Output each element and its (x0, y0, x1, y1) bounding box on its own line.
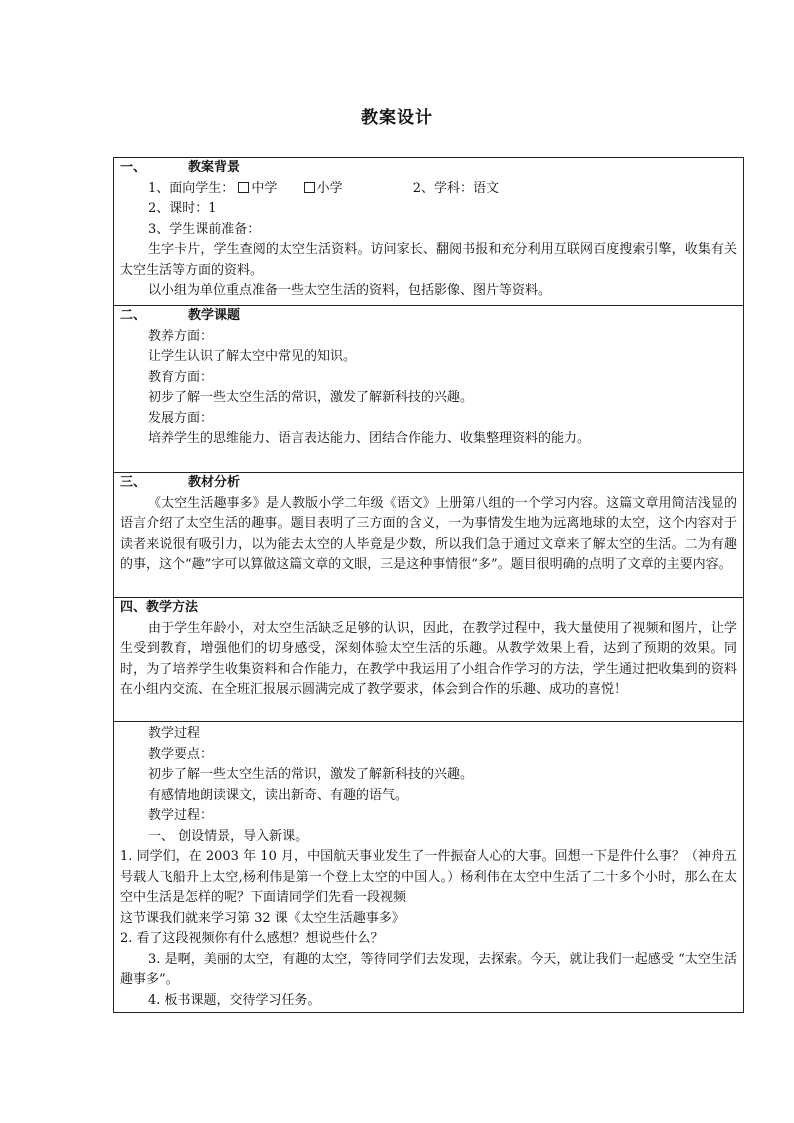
process-line: 一、 创设情景，导入新课。 (148, 828, 309, 844)
section-title: 教案背景 (188, 160, 241, 175)
topic-line: 初步了解一些太空生活的常识，激发了解新科技的兴趣。 (148, 390, 474, 405)
section-heading: 四、教学方法 (120, 600, 199, 615)
section-title: 教材分析 (188, 475, 241, 490)
section-title: 教学课题 (188, 308, 241, 323)
topic-line: 培养学生的思维能力、语言表达能力、团结合作能力、收集整理资料的能力。 (148, 431, 591, 446)
process-line: 教学过程： (148, 808, 214, 823)
process-line: 初步了解一些太空生活的常识，激发了解新科技的兴趣。 (148, 767, 474, 782)
process-line: 2. 看了这段视频你有什么感想？想说些什么？ (120, 931, 384, 946)
process-line: 教学过程 (148, 726, 201, 741)
process-line: 有感情地朗读课文，读出新奇、有趣的语气。 (148, 787, 409, 803)
process-paragraph: 1. 同学们，在 2003 年 10 月，中国航天事业发生了一件振奋人心的大事。回想一下是件什么事？（神舟五号载人飞船升上太空,杨利伟是第一个登上太空的中国人。）杨利伟在太空中生活了二十多个小时，那么在太空中生活是怎样的呢？下面请同学们先看一段视频 (120, 849, 737, 905)
student-prep-label: 3、学生课前准备： (148, 221, 261, 237)
target-label: 1、面向学生： (148, 180, 235, 196)
section-material-analysis (114, 473, 743, 598)
topic-line: 教育方面： (148, 369, 214, 385)
section-number: 一、 (120, 160, 147, 175)
lesson-plan-table (113, 157, 744, 1013)
prep-paragraph-1: 生字卡片，学生查阅的太空生活资料。访问家长、翻阅书报和充分利用互联网百度搜索引擎，收集有关太空生活等方面的资料。 (120, 242, 737, 278)
option-primary-school: 小学 (316, 180, 343, 196)
topic-line: 发展方面： (148, 410, 214, 426)
target-students-row (120, 179, 737, 200)
section-heading (120, 306, 737, 327)
section-teaching-method (114, 598, 743, 722)
section-heading (120, 473, 737, 494)
section-number: 二、 (120, 308, 147, 323)
process-paragraph: 3. 是啊，美丽的太空，有趣的太空，等待同学们去发现，去探索。今天，就让我们一起感受 “太空生活趣事多”。 (120, 951, 737, 987)
process-line: 4. 板书课题，交待学习任务。 (148, 992, 321, 1008)
process-line: 教学要点： (148, 746, 214, 762)
section-heading (120, 158, 737, 179)
process-line: 这节课我们就来学习第 32 课《太空生活趣事多》 (120, 910, 405, 926)
section-teaching-process (114, 722, 743, 1012)
section-number: 三、 (120, 475, 147, 490)
page-title: 教案设计 (361, 108, 433, 128)
analysis-paragraph: 《太空生活趣事多》是人教版小学二年级《语文》上册第八组的一个学习内容。这篇文章用简洁浅显的语言介绍了太空生活的趣事。题目表明了三方面的含义，一为事情发生地为远离地球的太空，这个内容对于读者来说很有吸引力，以为能去太空的人毕竟是少数，所以我们急于通过文章来了解太空的生活。二为有趣的事，这个“趣”字可以算做这篇文章的文眼，三是这种事情很“多”。题目很明确的点明了文章的主要内容。 (120, 495, 737, 572)
subject-label: 2、学科：语文 (412, 180, 500, 196)
section-topic (114, 306, 743, 473)
checkbox-middle-school[interactable] (238, 182, 249, 193)
option-middle-school: 中学 (251, 180, 278, 196)
prep-paragraph-2: 以小组为单位重点准备一些太空生活的资料，包括影像、图片等资料。 (148, 283, 552, 298)
topic-line: 教养方面： (148, 328, 214, 344)
topic-line: 让学生认识了解太空中常见的知识。 (148, 349, 357, 364)
checkbox-primary-school[interactable] (304, 182, 315, 193)
class-hours: 2、课时：1 (148, 201, 217, 216)
method-paragraph: 由于学生年龄小，对太空生活缺乏足够的认识，因此，在教学过程中，我大量使用了视频和图片，让学生受到教育，增强他们的切身感受，深刻体验太空生活的乐趣。从教学效果上看，达到了预期的效果。同时，为了培养学生收集资料和合作能力，在教学中我运用了小组合作学习的方法，学生通过把收集到的资料在小组内交流、在全班汇报展示圆满完成了教学要求，体会到合作的乐趣、成功的喜悦！ (120, 620, 737, 697)
section-background (114, 158, 743, 306)
